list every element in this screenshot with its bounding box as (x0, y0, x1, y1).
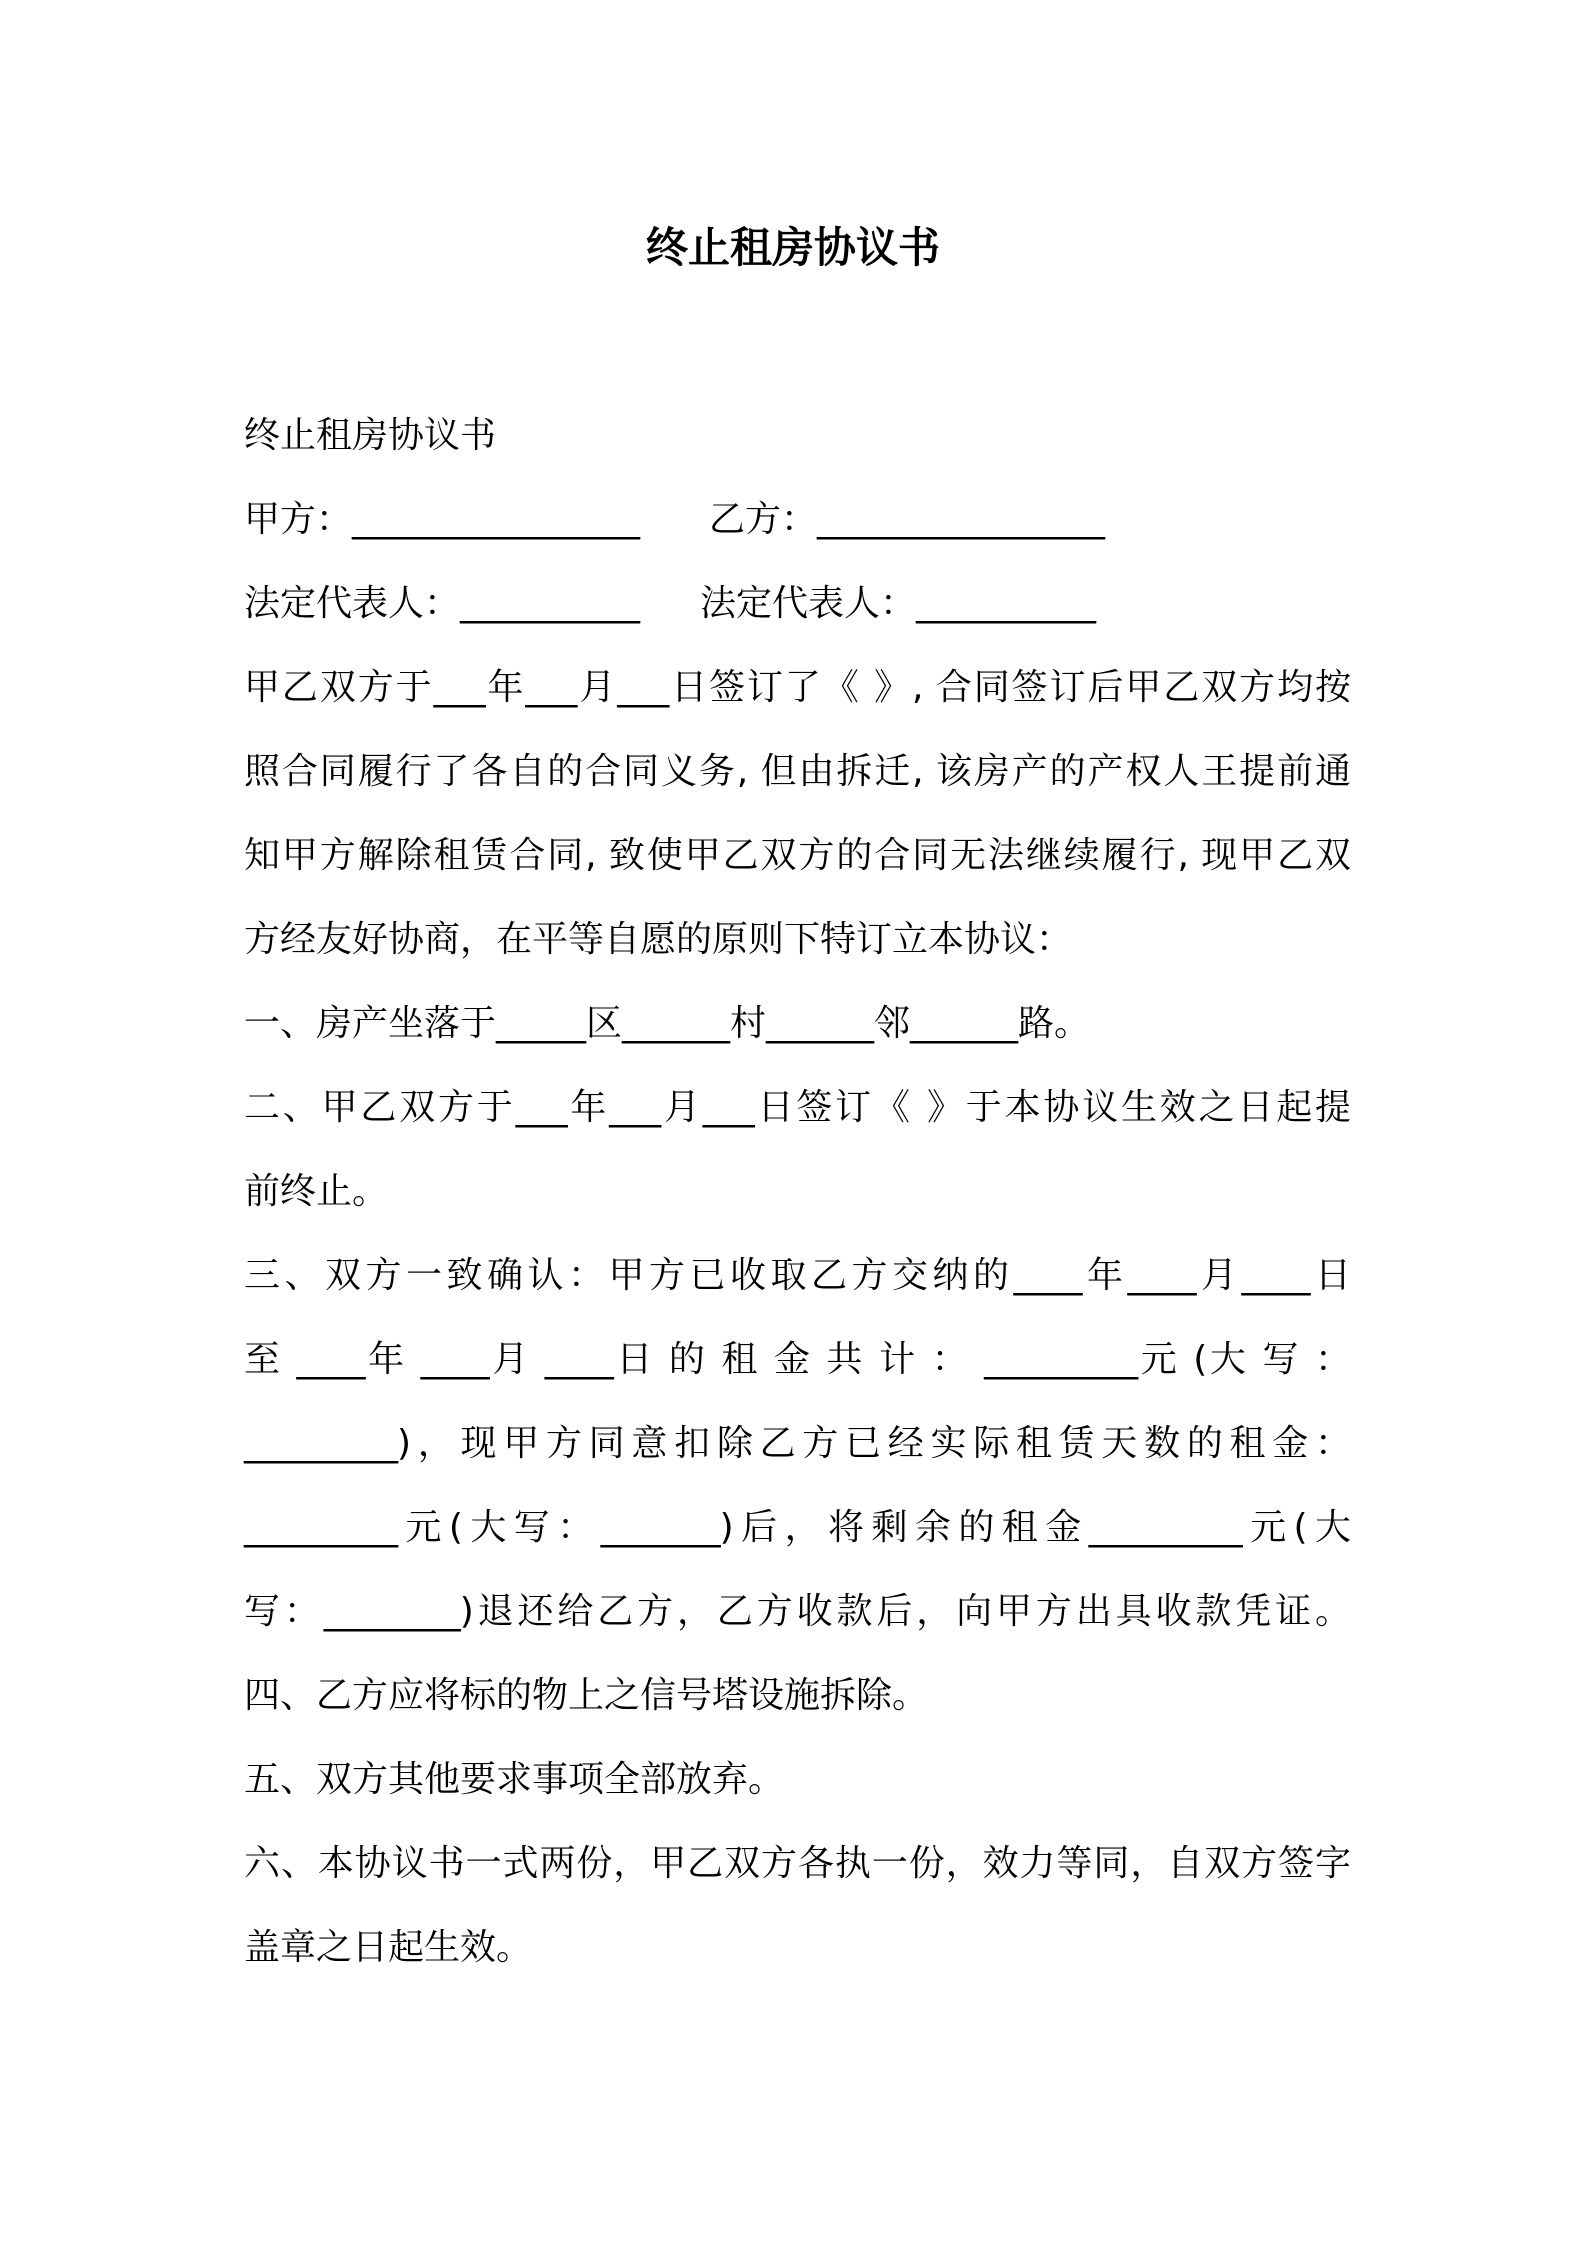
clause-3-line: _________)，现甲方同意扣除乙方已经实际租赁天数的租金： (244, 1423, 1350, 1464)
clause-3-line: 三、双方一致确认：甲方已收取乙方交纳的____年____月____日 (244, 1255, 1350, 1296)
party-a-field: 甲方：________________ (244, 499, 641, 540)
clause-1: 一、房产坐落于_____区______村______邻______路。 (244, 1003, 1091, 1044)
intro-line: 甲乙双方于___年___月___日签订了《 》, 合同签订后甲乙双方均按 (244, 667, 1350, 708)
clause-3-line: _________元(大写：_______)后，将剩余的租金_________元(大 (244, 1507, 1350, 1548)
clause-2-line: 二、甲乙双方于___年___月___日签订《 》于本协议生效之日起提 (244, 1087, 1350, 1128)
intro-line: 方经友好协商，在平等自愿的原则下特订立本协议： (244, 919, 1073, 960)
document-subtitle: 终止租房协议书 (244, 415, 497, 456)
clause-4: 四、乙方应将标的物上之信号塔设施拆除。 (244, 1675, 929, 1716)
party-b-field: 乙方：________________ (709, 499, 1106, 540)
clause-5: 五、双方其他要求事项全部放弃。 (244, 1759, 785, 1800)
clause-3-line: 写：________)退还给乙方，乙方收款后，向甲方出具收款凭证。 (244, 1591, 1350, 1632)
parties-line (244, 492, 1350, 548)
clause-2-line: 前终止。 (244, 1171, 389, 1212)
clause-6-line: 六、本协议书一式两份，甲乙双方各执一份，效力等同，自双方签字 (244, 1843, 1350, 1884)
intro-line: 知甲方解除租赁合同, 致使甲乙双方的合同无法继续履行, 现甲乙双 (244, 835, 1350, 876)
representatives-line (244, 576, 1350, 632)
document-title: 终止租房协议书 (645, 223, 940, 272)
clause-6-line: 盖章之日起生效。 (244, 1927, 533, 1968)
clause-3-line: 至 ____年 ____月 ____日 的 租 金 共 计 ： _________元 (大 写 ： (244, 1339, 1350, 1380)
party-a-representative-field: 法定代表人：__________ (244, 583, 641, 624)
intro-line: 照合同履行了各自的合同义务, 但由拆迁, 该房产的产权人王提前通 (244, 751, 1350, 792)
party-b-representative-field: 法定代表人：__________ (700, 583, 1097, 624)
